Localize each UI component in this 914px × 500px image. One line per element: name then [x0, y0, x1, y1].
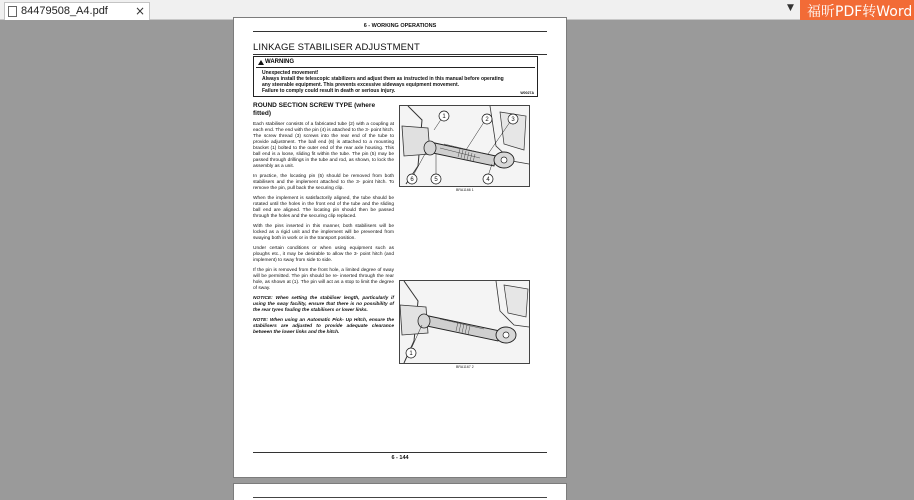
warning-label: WARNING — [265, 59, 294, 65]
callout-label: 2 — [485, 117, 489, 123]
warning-line: Failure to comply could result in death or serious injury. — [262, 88, 396, 94]
callout-label: 1 — [409, 351, 413, 357]
stabiliser-pin-drawing — [400, 281, 529, 363]
stabiliser-illustration — [399, 105, 530, 187]
callout-label: 5 — [434, 177, 438, 183]
callout-label: 3 — [511, 117, 515, 123]
callout-label: 1 — [442, 114, 446, 120]
warning-icon — [258, 60, 264, 65]
warning-line: Unexpected movement! — [262, 70, 319, 76]
paragraph: In practice, the locating pin (5) should be removed from both stabilisers and the implement attached to the 3- point hitch. To remove the pin, pull back the securing clip. — [253, 174, 394, 191]
note-text: NOTE: When using an Automatic Pick- Up Hitch, ensure the stabilisers are adjusted to provide adequate clearance between the lower links and the hitch. — [253, 318, 394, 335]
close-icon[interactable]: × — [134, 4, 145, 18]
warning-code: W0027A — [520, 91, 534, 95]
warning-box — [253, 56, 538, 97]
warning-line: any steerable equipment. This prevents excessive sideways equipment movement. — [262, 82, 460, 88]
running-head: 6 - WORKING OPERATIONS — [363, 23, 437, 29]
tab-document[interactable] — [4, 2, 150, 20]
pdf-page-next — [233, 483, 567, 500]
page-number: 6 - 144 — [391, 455, 409, 461]
divider — [253, 452, 547, 453]
stabiliser-drawing — [400, 106, 529, 186]
tab-title: 84479508_A4.pdf — [21, 5, 108, 17]
figure-caption: BRA1166 1 — [456, 188, 474, 192]
callout-label: 4 — [486, 177, 490, 183]
section-title: LINKAGE STABILISER ADJUSTMENT — [253, 42, 420, 53]
promo-text: 福昕PDF转Word — [807, 4, 913, 20]
figure-caption: BRA1167 2 — [456, 365, 474, 369]
pdf-file-icon — [8, 6, 17, 17]
warning-line: Always install the telescopic stabilizers and adjust them as instructed in this manual before operating — [262, 76, 504, 82]
divider — [253, 54, 547, 55]
callout-label: 6 — [410, 177, 414, 183]
divider — [253, 31, 547, 32]
paragraph: Each stabiliser consists of a fabricated tube (2) with a coupling at each end. The end with the pin (4) is attached to the 3- point hitch. The screw thread (3) screws into the rear end of the tube to provide adjustment. The ball end (6) is attached to a mounting bracket (1) bolted to the outer end of the rear axle housing. This ball end is a loose, sliding fit within the tube. The pin (5) may be passed through drillings in the tube and rod, as shown, to lock the assembly as a unit. — [253, 122, 394, 169]
body-text-column — [253, 102, 394, 340]
divider — [256, 67, 535, 68]
subheading: ROUND SECTION SCREW TYPE (where fitted) — [253, 102, 376, 117]
chevron-down-icon[interactable]: ▼ — [787, 3, 794, 13]
paragraph: If the pin is removed from the front hole, a limited degree of sway will be permitted. The pin should be re- inserted through the rear hole, as shown at (1). The pin will act as a stop to limit the degree of sway. — [253, 268, 394, 291]
divider — [253, 497, 547, 498]
paragraph: When the implement is satisfactorily aligned, the tube should be rotated until the holes in the front end of the tube and the sliding ball end are aligned. The locating pin should then be passed through the holes and the securing clip replaced. — [253, 196, 394, 219]
paragraph: With the pins inserted in this manner, both stabilisers will be locked as a rigid unit and the implement will be prevented from swaying both in work or in the transport position. — [253, 224, 394, 241]
notice-text: NOTICE: When setting the stabiliser length, particularly if using the sway facility, ensure that there is no possibility of the rear tyres fouling the stabilisers or lower links. — [253, 296, 394, 313]
promo-banner[interactable] — [800, 0, 914, 20]
warning-text — [262, 70, 530, 94]
pdf-page — [233, 17, 567, 478]
stabiliser-pin-illustration — [399, 280, 530, 364]
paragraph: Under certain conditions or when using equipment such as ploughs etc., it may be desirable to allow the 3- point hitch (and implement) to sway from side to side. — [253, 246, 394, 263]
